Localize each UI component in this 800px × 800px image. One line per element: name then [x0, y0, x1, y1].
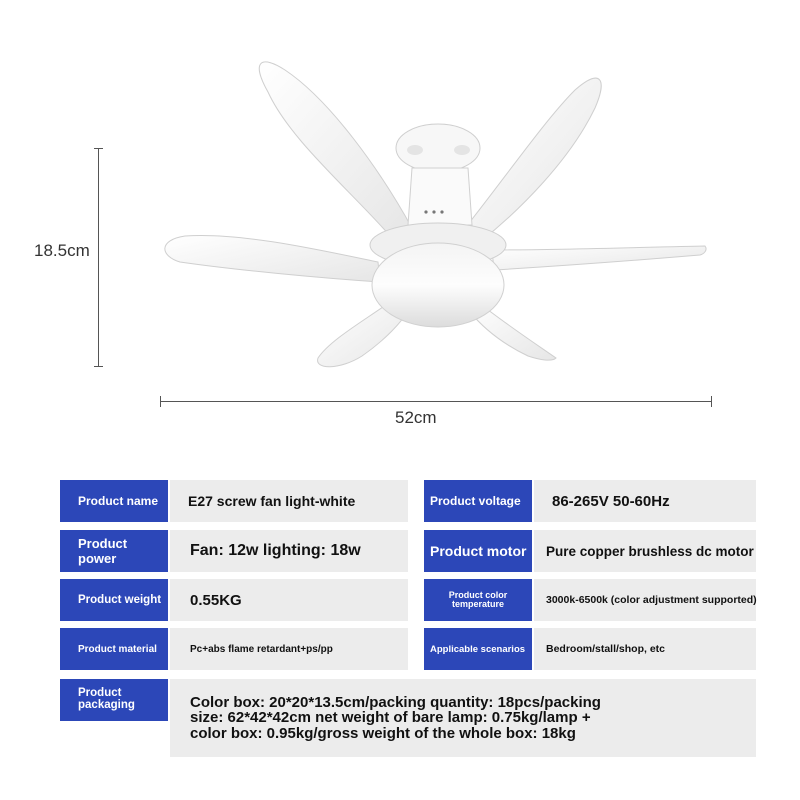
- width-dimension-line: [160, 401, 712, 402]
- product-motor-label: Product motor: [424, 530, 532, 572]
- product-packaging-value: Color box: 20*20*13.5cm/packing quantity: 18pcs/packing size: 62*42*42cm net weight of bare lamp: 0.75kg/lamp + color box: 0.95kg/gross weight of the whole box: 18kg: [170, 679, 756, 757]
- product-voltage-label: Product voltage: [424, 480, 532, 522]
- height-label: 18.5cm: [34, 241, 90, 260]
- fan-blade: [165, 235, 380, 282]
- product-power-label: Product power: [60, 530, 168, 572]
- fan-blade: [492, 246, 706, 270]
- applicable-scenarios-value: Bedroom/stall/shop, etc: [534, 628, 756, 670]
- applicable-scenarios-label: Applicable scenarios: [424, 628, 532, 670]
- product-motor-value: Pure copper brushless dc motor: [534, 530, 756, 572]
- width-tick-right: [711, 396, 712, 407]
- product-weight-value: 0.55KG: [170, 579, 408, 621]
- product-power-value: Fan: 12w lighting: 18w: [170, 530, 408, 572]
- product-color-temperature-value: 3000k-6500k (color adjustment supported): [534, 579, 756, 621]
- height-dimension-line: [98, 148, 99, 366]
- product-packaging-label: Product packaging: [60, 679, 168, 721]
- product-name-value: E27 screw fan light-white: [170, 480, 408, 522]
- product-color-temperature-label: Product color temperature: [424, 579, 532, 621]
- product-name-label: Product name: [60, 480, 168, 522]
- product-weight-label: Product weight: [60, 579, 168, 621]
- product-voltage-value: 86-265V 50-60Hz: [534, 480, 756, 522]
- product-material-label: Product material: [60, 628, 168, 670]
- width-label: 52cm: [395, 408, 437, 427]
- fan-blade: [462, 78, 601, 242]
- height-tick-bottom: [94, 366, 103, 367]
- fan-blade: [259, 62, 412, 238]
- product-material-value: Pc+abs flame retardant+ps/pp: [170, 628, 408, 670]
